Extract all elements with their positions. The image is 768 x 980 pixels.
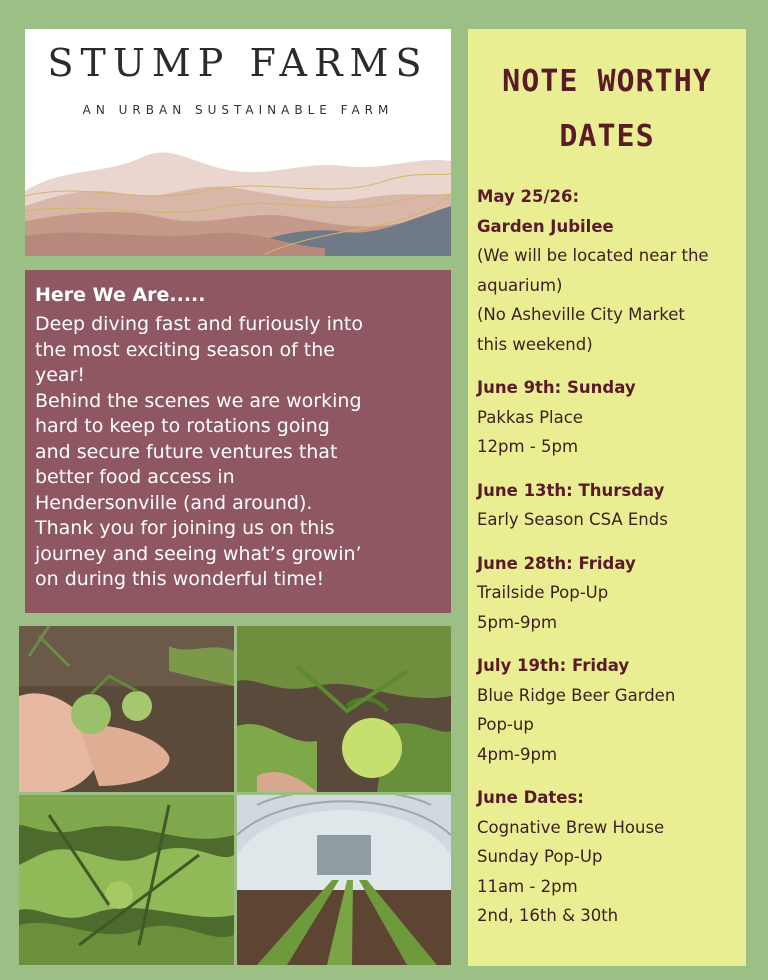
event-date: May 25/26: [477,187,580,206]
event-detail: 4pm-9pm [477,744,558,764]
intro-line: Behind the scenes we are working [35,389,362,412]
intro-line: on during this wonderful time! [35,568,325,590]
intro-line: the most exciting season of the [35,338,335,361]
dates-heading-line2: DATES [559,119,655,154]
intro-line: year! [35,364,86,386]
intro-line: Hendersonville (and around). [35,491,313,514]
event-detail: Pakkas Place [477,407,583,427]
event-date: June 9th: Sunday [477,378,636,397]
event-item [477,783,746,931]
event-detail: Early Season CSA Ends [477,510,668,529]
farm-tagline: AN URBAN SUSTAINABLE FARM [82,103,394,117]
event-detail: 2nd, 16th & 30th [477,906,619,925]
farm-name: STUMP FARMS [47,41,429,85]
intro-line: hard to keep to rotations going [35,415,330,437]
event-item [477,476,746,535]
photo-tomato-plant-foliage [19,795,234,965]
event-date: June Dates: [477,788,584,807]
photo-tomato-on-vine [237,626,451,792]
event-detail: Pop-up [477,715,534,734]
intro-title: Here We Are..... [35,284,206,306]
event-item [477,182,746,359]
event-detail: (We will be located near the [477,246,709,265]
intro-box [25,270,451,613]
event-detail: Blue Ridge Beer Garden [477,685,676,705]
farm-banner [25,29,451,256]
event-item [477,373,746,462]
event-detail: 12pm - 5pm [477,437,579,456]
dates-heading [477,54,746,164]
intro-body [35,312,441,593]
event-detail: this weekend) [477,334,593,354]
event-detail: Trailside Pop-Up [477,583,609,602]
event-detail: Sunday Pop-Up [477,847,603,866]
intro-line: and secure future ventures that [35,440,338,463]
mountain-illustration [25,136,451,256]
event-date: Garden Jubilee [477,216,614,236]
events-list [477,182,746,931]
event-detail: Cognative Brew House [477,817,665,837]
photo-green-tomatoes-in-hand [19,626,234,792]
intro-line: Deep diving fast and furiously into [35,313,363,335]
noteworthy-dates-panel [468,29,746,966]
event-item [477,549,746,638]
event-date: July 19th: Friday [477,656,630,675]
dates-heading-line1: NOTE WORTHY [502,64,712,99]
photo-greenhouse-rows [237,795,451,965]
event-date: June 28th: Friday [477,553,636,573]
event-detail: aquarium) [477,275,563,295]
intro-line: Thank you for joining us on this [35,517,335,539]
event-date: June 13th: Thursday [477,480,665,500]
event-item [477,651,746,769]
event-detail: 5pm-9pm [477,612,558,632]
event-detail: 11am - 2pm [477,876,578,896]
event-detail: (No Asheville City Market [477,305,685,324]
intro-line: better food access in [35,466,235,488]
intro-line: journey and seeing what’s growin’ [35,542,362,565]
